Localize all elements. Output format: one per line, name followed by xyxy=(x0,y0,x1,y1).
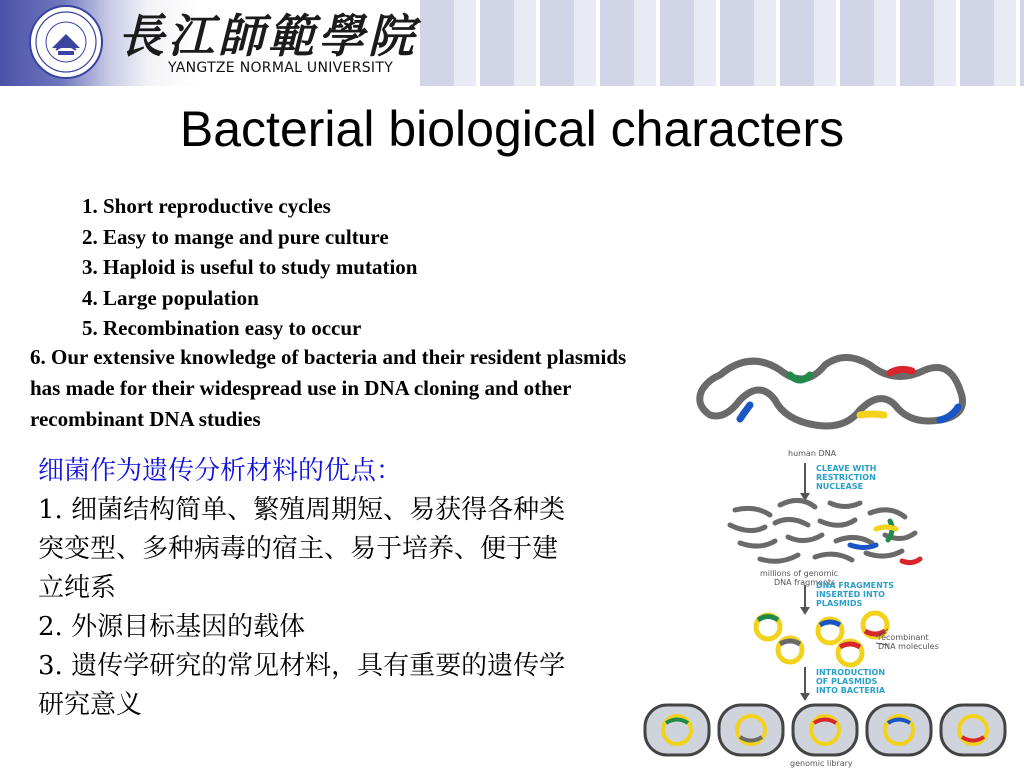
chinese-item: 1. 细菌结构简单、繁殖周期短、易获得各种类突变型、多种病毒的宿主、易于培养、便于建立纯系 xyxy=(38,495,566,603)
step2-line1: DNA FRAGMENTS xyxy=(816,581,895,590)
university-name-chinese: 長江師範學院 xyxy=(118,9,418,63)
recombinant-line1: recombinant xyxy=(878,633,929,642)
step1-line2: RESTRICTION xyxy=(816,473,876,482)
human-dna-label: human DNA xyxy=(788,449,837,458)
bacteria-row xyxy=(645,705,1005,755)
slide-header xyxy=(0,0,1024,86)
arrow-head-icon xyxy=(800,693,810,701)
list-item-6: 6. Our extensive knowledge of bacteria and their resident plasmids has made for their widespread use in DNA cloning and other recombinant DNA studies xyxy=(30,345,627,431)
step1-line3: NUCLEASE xyxy=(816,482,864,491)
step3-line3: INTO BACTERIA xyxy=(816,686,886,695)
list-item: 1. Short reproductive cycles xyxy=(82,194,331,218)
chinese-item: 3. 遗传学研究的常见材料，具有重要的遗传学研究意义 xyxy=(38,651,566,720)
step3-line1: INTRODUCTION xyxy=(816,668,886,677)
human-dna-strand xyxy=(700,358,963,427)
dna-fragments xyxy=(730,500,920,562)
step2-line2: INSERTED INTO xyxy=(816,590,885,599)
arrow-head-icon xyxy=(800,607,810,615)
chinese-notes xyxy=(38,452,578,725)
header-stripes xyxy=(420,0,1024,86)
characteristics-list xyxy=(82,191,418,344)
list-item: 2. Easy to mange and pure culture xyxy=(82,224,389,249)
fragments-line1: millions of genomic xyxy=(760,569,838,578)
university-name-english: YANGTZE NORMAL UNIVERSITY xyxy=(168,60,394,76)
university-seal-logo xyxy=(28,4,104,80)
list-item: 4. Large population xyxy=(82,285,259,310)
chinese-item: 2. 外源目标基因的载体 xyxy=(38,612,306,642)
recombinant-plasmids xyxy=(756,613,887,665)
chinese-heading: 细菌作为遗传分析材料的优点： xyxy=(38,456,403,486)
recombinant-line2: DNA molecules xyxy=(878,642,939,651)
list-item: 5. Recombination easy to occur xyxy=(82,316,362,341)
step2-line3: PLASMIDS xyxy=(816,599,863,608)
slide-title: Bacterial biological characters xyxy=(179,101,845,157)
step3-line2: OF PLASMIDS xyxy=(816,677,878,686)
list-item: 3. Haploid is useful to study mutation xyxy=(82,255,418,280)
step1-line1: CLEAVE WITH xyxy=(816,464,877,473)
genomic-library-label: genomic library xyxy=(790,759,853,768)
fragments-line2: DNA fragments xyxy=(774,578,836,587)
dna-cloning-diagram xyxy=(640,345,1024,768)
